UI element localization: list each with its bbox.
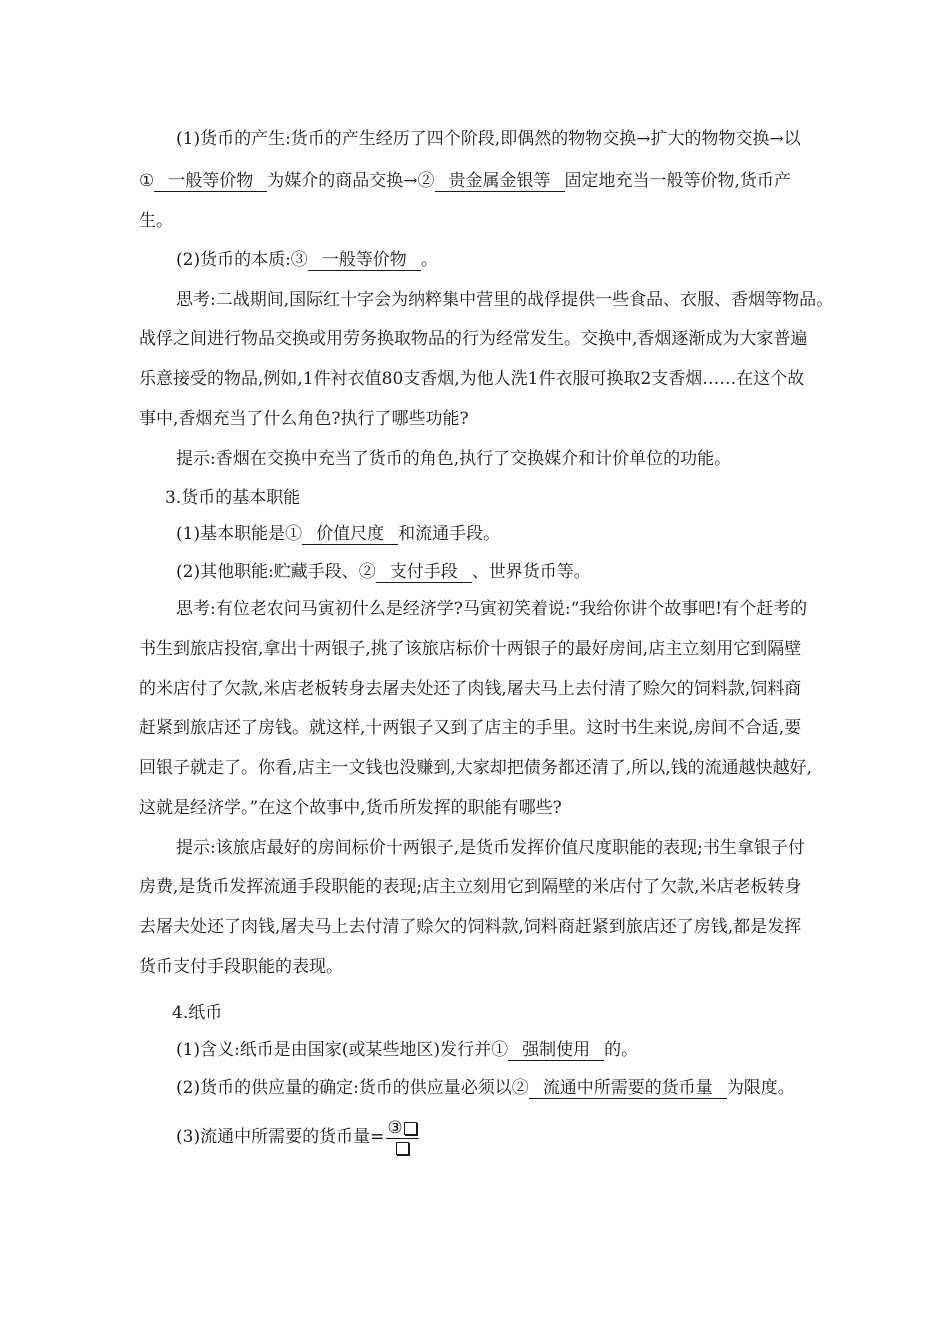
text-line: [176, 523, 500, 545]
text-run: 为限度。: [726, 1078, 795, 1098]
answer-blank: 一般等价物: [154, 171, 267, 192]
text-line: 去屠夫处还了肉钱,屠夫马上去付清了赊欠的饲料款,饲料商赶紧到旅店还了房钱,都是发挥: [139, 917, 802, 937]
answer-blank: 流通中所需要的货币量: [529, 1078, 727, 1099]
text-line: [176, 249, 438, 271]
text-run: 和流通手段。: [398, 524, 501, 544]
text-line: 乐意接受的物品,例如,1件衬衣值80支香烟,为他人洗1件衣服可换取2支香烟……在这个故: [139, 369, 805, 389]
placeholder-box-icon: [396, 1142, 409, 1155]
text-line: [176, 1039, 638, 1061]
circled-number: ①: [139, 171, 155, 191]
text-line: (1)货币的产生:货币的产生经历了四个阶段,即偶然的物物交换→扩大的物物交换→以: [176, 129, 801, 149]
text-run: (1)基本职能是①: [176, 524, 303, 544]
answer-blank: 贵金属金银等: [435, 171, 565, 192]
text-line: [176, 1118, 419, 1157]
text-line: [176, 1077, 795, 1099]
text-line: 提示:该旅店最好的房间标价十两银子,是货币发挥价值尺度职能的表现;书生拿银子付: [176, 838, 805, 858]
text-line: 提示:香烟在交换中充当了货币的角色,执行了交换媒介和计价单位的功能。: [176, 449, 732, 469]
section-title: 4.纸币: [172, 1003, 223, 1023]
text-line: 赶紧到旅店还了房钱。就这样,十两银子又到了店主的手里。这时书生来说,房间不合适,要: [139, 718, 802, 738]
section-title: 3.货币的基本职能: [165, 488, 301, 508]
text-line: 房费,是货币发挥流通手段职能的表现;店主立刻用它到隔壁的米店付了欠款,米店老板转身: [139, 877, 802, 897]
text-line: 思考:有位老农问马寅初什么是经济学?马寅初笑着说:“我给你讲个故事吧!有个赶考的: [176, 599, 808, 619]
answer-blank: 一般等价物: [308, 250, 421, 271]
text-run: 为媒介的商品交换→②: [267, 171, 435, 191]
circled-number: ③: [387, 1118, 403, 1138]
fraction-denominator: [386, 1139, 418, 1157]
answer-blank: 价值尺度: [302, 524, 398, 545]
text-line: [139, 170, 791, 192]
text-line: 生。: [139, 211, 173, 231]
answer-blank: 支付手段: [376, 562, 472, 583]
text-run: (2)其他职能:贮藏手段、②: [176, 562, 376, 582]
text-run: 固定地充当一般等价物,货币产: [564, 171, 791, 191]
text-line: 战俘之间进行物品交换或用劳务换取物品的行为经常发生。交换中,香烟逐渐成为大家普遍: [139, 329, 808, 349]
fraction: [386, 1118, 418, 1157]
text-run: 、世界货币等。: [471, 562, 591, 582]
fraction-numerator: [386, 1118, 418, 1139]
text-line: [176, 561, 591, 583]
text-run: (2)货币的供应量的确定:货币的供应量必须以②: [176, 1078, 529, 1098]
text-run: (2)货币的本质:③: [176, 250, 308, 270]
text-run: 的。: [604, 1040, 639, 1060]
placeholder-box-icon: [404, 1122, 417, 1135]
text-line: 思考:二战期间,国际红十字会为纳粹集中营里的战俘提供一些食品、衣服、香烟等物品。: [176, 290, 834, 310]
text-line: 事中,香烟充当了什么角色?执行了哪些功能?: [139, 409, 469, 429]
text-run: 。: [420, 250, 438, 270]
text-run: (1)含义:纸币是由国家(或某些地区)发行并①: [176, 1040, 509, 1060]
answer-blank: 强制使用: [508, 1040, 604, 1061]
text-run: (3)流通中所需要的货币量=: [176, 1127, 385, 1147]
text-line: 书生到旅店投宿,拿出十两银子,挑了该旅店标价十两银子的最好房间,店主立刻用它到隔壁: [139, 639, 802, 659]
text-line: 这就是经济学。”在这个故事中,货币所发挥的职能有哪些?: [139, 798, 562, 818]
text-line: 货币支付手段职能的表现。: [139, 957, 343, 977]
text-line: 的米店付了欠款,米店老板转身去屠夫处还了肉钱,屠夫马上去付清了赊欠的饲料款,饲料商: [139, 679, 802, 699]
text-line: 回银子就走了。你看,店主一文钱也没赚到,大家却把债务都还清了,所以,钱的流通越快越好,: [139, 758, 813, 778]
